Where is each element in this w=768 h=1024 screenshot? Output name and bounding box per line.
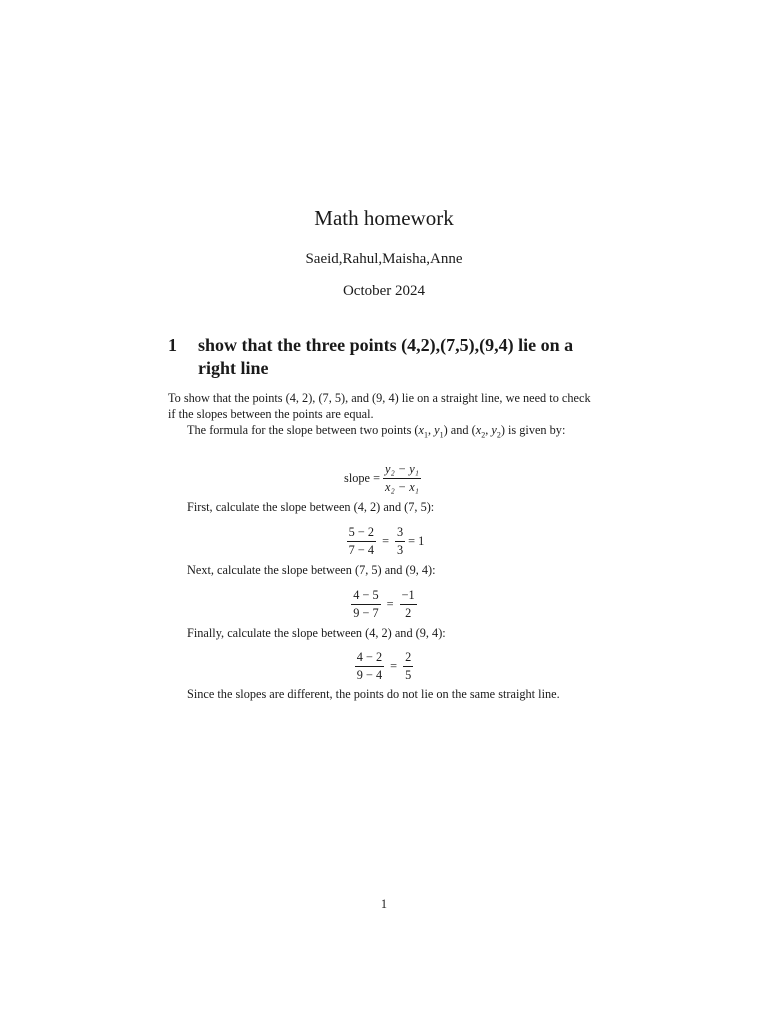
slope-label: slope = <box>344 471 381 485</box>
eq3-fraction-b <box>403 650 413 683</box>
section-number: 1 <box>168 335 177 355</box>
document-date: October 2024 <box>342 283 426 299</box>
eq1-denominator-b: 3 <box>397 543 404 557</box>
eq2-denominator-b: 2 <box>405 606 412 620</box>
formula-intro-sub2: 2 <box>481 430 486 440</box>
eq1-fraction-a <box>347 525 376 558</box>
formula-intro-sub1b: 1 <box>439 430 444 440</box>
formula-intro-x2: x <box>475 423 482 437</box>
formula-intro-sub1: 1 <box>424 430 428 440</box>
section-heading <box>168 334 608 380</box>
eq1-fraction-b <box>395 525 405 558</box>
section-title: show that the three points (4,2),(7,5),(9,4) lie on a right line <box>198 335 574 378</box>
eq1-result: = 1 <box>408 534 425 548</box>
slope-numerator: y₂ − y₁ <box>383 462 421 479</box>
eq1-equals: = <box>382 534 389 548</box>
formula-intro-text-mid: ) and ( <box>443 423 476 437</box>
paragraph-intro: To show that the points (4, 2), (7, 5), and (9, 4) lie on a straight line, we need to check if the slopes between the points are equal. <box>168 391 591 421</box>
eq2-equals: = <box>386 597 394 611</box>
eq3-denominator-b: 5 <box>405 668 412 682</box>
equation-first-slope <box>0 525 768 558</box>
eq3-denominator-a: 9 − 4 <box>356 668 383 682</box>
formula-intro-text-end: ) is given by: <box>500 423 566 437</box>
eq2-numerator-a: 4 − 5 <box>351 588 380 605</box>
paragraph-first: First, calculate the slope between (4, 2) and (7, 5): <box>187 500 435 514</box>
eq2-numerator-b: −1 <box>400 588 417 605</box>
eq2-fraction-b <box>400 588 417 621</box>
document-authors: Saeid,Rahul,Maisha,Anne <box>305 251 463 267</box>
formula-intro-x1: x <box>418 423 424 437</box>
document-title: Math homework <box>314 206 454 230</box>
paragraph-formula-intro: The formula for the slope between two points ($x_1$, $y_1$) and ($x_2$, $y_2$) is given by: <box>187 423 566 440</box>
formula-intro-text-a: The formula for the slope between two points ( <box>187 423 419 437</box>
eq1-denominator-a: 7 − 4 <box>348 543 375 557</box>
page-number: 1 <box>380 897 388 911</box>
eq2-fraction-a <box>351 588 380 621</box>
eq3-fraction-a <box>355 650 384 683</box>
slope-fraction <box>383 462 421 495</box>
eq1-numerator-b: 3 <box>395 525 405 542</box>
equation-second-slope <box>0 588 768 621</box>
paragraph-conclusion: Since the slopes are different, the points do not lie on the same straight line. <box>187 687 560 701</box>
eq2-denominator-a: 9 − 7 <box>353 606 379 620</box>
paragraph-finally: Finally, calculate the slope between (4, 2) and (9, 4): <box>187 626 446 640</box>
equation-third-slope <box>0 650 768 683</box>
eq3-numerator-a: 4 − 2 <box>355 650 384 667</box>
eq1-numerator-a: 5 − 2 <box>347 525 376 542</box>
paragraph-next: Next, calculate the slope between (7, 5) and (9, 4): <box>187 563 436 577</box>
formula-intro-y1: y <box>434 423 440 437</box>
formula-intro-sub2b: 2 <box>496 430 501 440</box>
formula-intro-y2: y <box>491 423 497 437</box>
eq3-numerator-b: 2 <box>403 650 413 667</box>
eq3-equals: = <box>390 659 398 673</box>
equation-slope-formula <box>0 462 768 495</box>
slope-denominator: x₂ − x₁ <box>385 480 419 494</box>
